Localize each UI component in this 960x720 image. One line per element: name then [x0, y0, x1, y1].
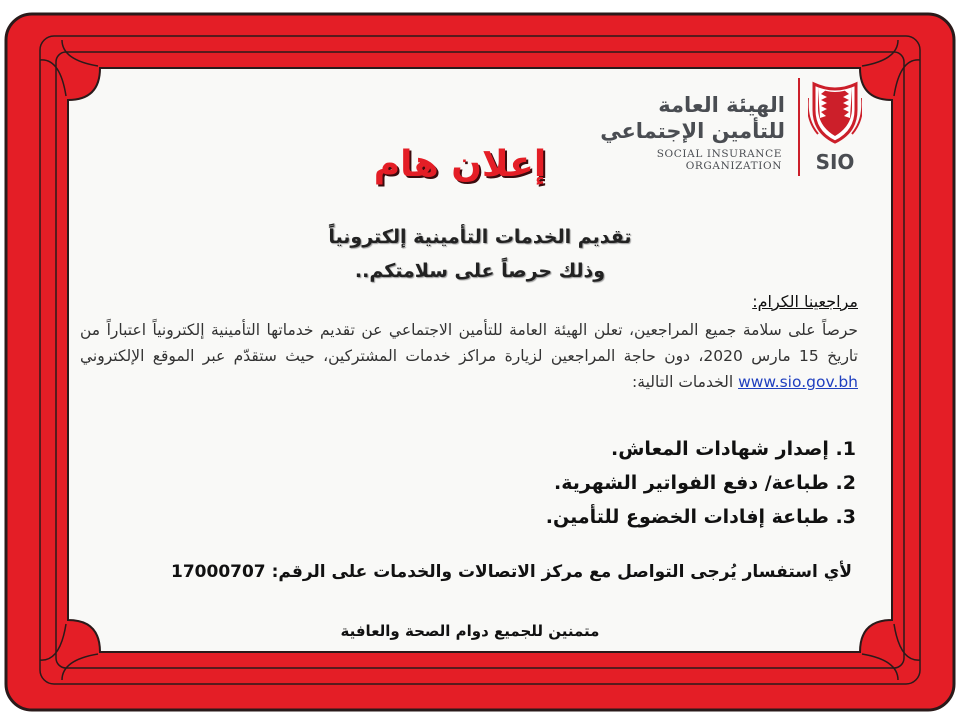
service-item-2: 2. طباعة/ دفع الفواتير الشهرية.: [554, 472, 856, 494]
logo-english-line2: ORGANIZATION: [685, 160, 782, 172]
service-item-3: 3. طباعة إفادات الخضوع للتأمين.: [545, 506, 856, 528]
body-paragraph: [80, 317, 858, 395]
announcement-title: إعلان هام: [373, 144, 547, 185]
logo-arabic-line1: الهيئة العامة: [658, 93, 785, 117]
greeting: مراجعينا الكرام:: [752, 292, 858, 311]
contact-number: 17000707: [171, 562, 266, 582]
contact-line: [152, 562, 852, 582]
contact-text: لأي استفسار يُرجى التواصل مع مركز الاتصالات والخدمات على الرقم:: [271, 562, 852, 582]
bahrain-emblem-icon: [808, 80, 862, 144]
logo-abbreviation: SIO: [815, 150, 855, 174]
logo-divider: [798, 78, 800, 176]
service-item-1: 1. إصدار شهادات المعاش.: [611, 438, 856, 460]
closing-line: متمنين للجميع دوام الصحة والعافية: [340, 622, 600, 640]
body-text-before-link: حرصاً على سلامة جميع المراجعين، تعلن الهيئة العامة للتأمين الاجتماعي عن تقديم خدماتها التأمينية إلكترونياً اعتباراً من تاريخ 15 مارس 2020، دون حاجة المراجعين لزيارة مراكز خدمات المشتركين، حيث ستقدّم عبر الموقع الإلكتروني: [80, 321, 858, 365]
sio-website-link[interactable]: www.sio.gov.bh: [738, 373, 858, 391]
announcement-subtitle-2: وذلك حرصاً على سلامتكم..: [354, 260, 606, 282]
announcement-subtitle-1: تقديم الخدمات التأمينية إلكترونياً: [328, 226, 632, 248]
body-text-after-link: الخدمات التالية:: [632, 373, 734, 391]
logo-english-line1: SOCIAL INSURANCE: [656, 148, 782, 160]
logo-arabic-line2: للتأمين الإجتماعي: [600, 119, 785, 143]
